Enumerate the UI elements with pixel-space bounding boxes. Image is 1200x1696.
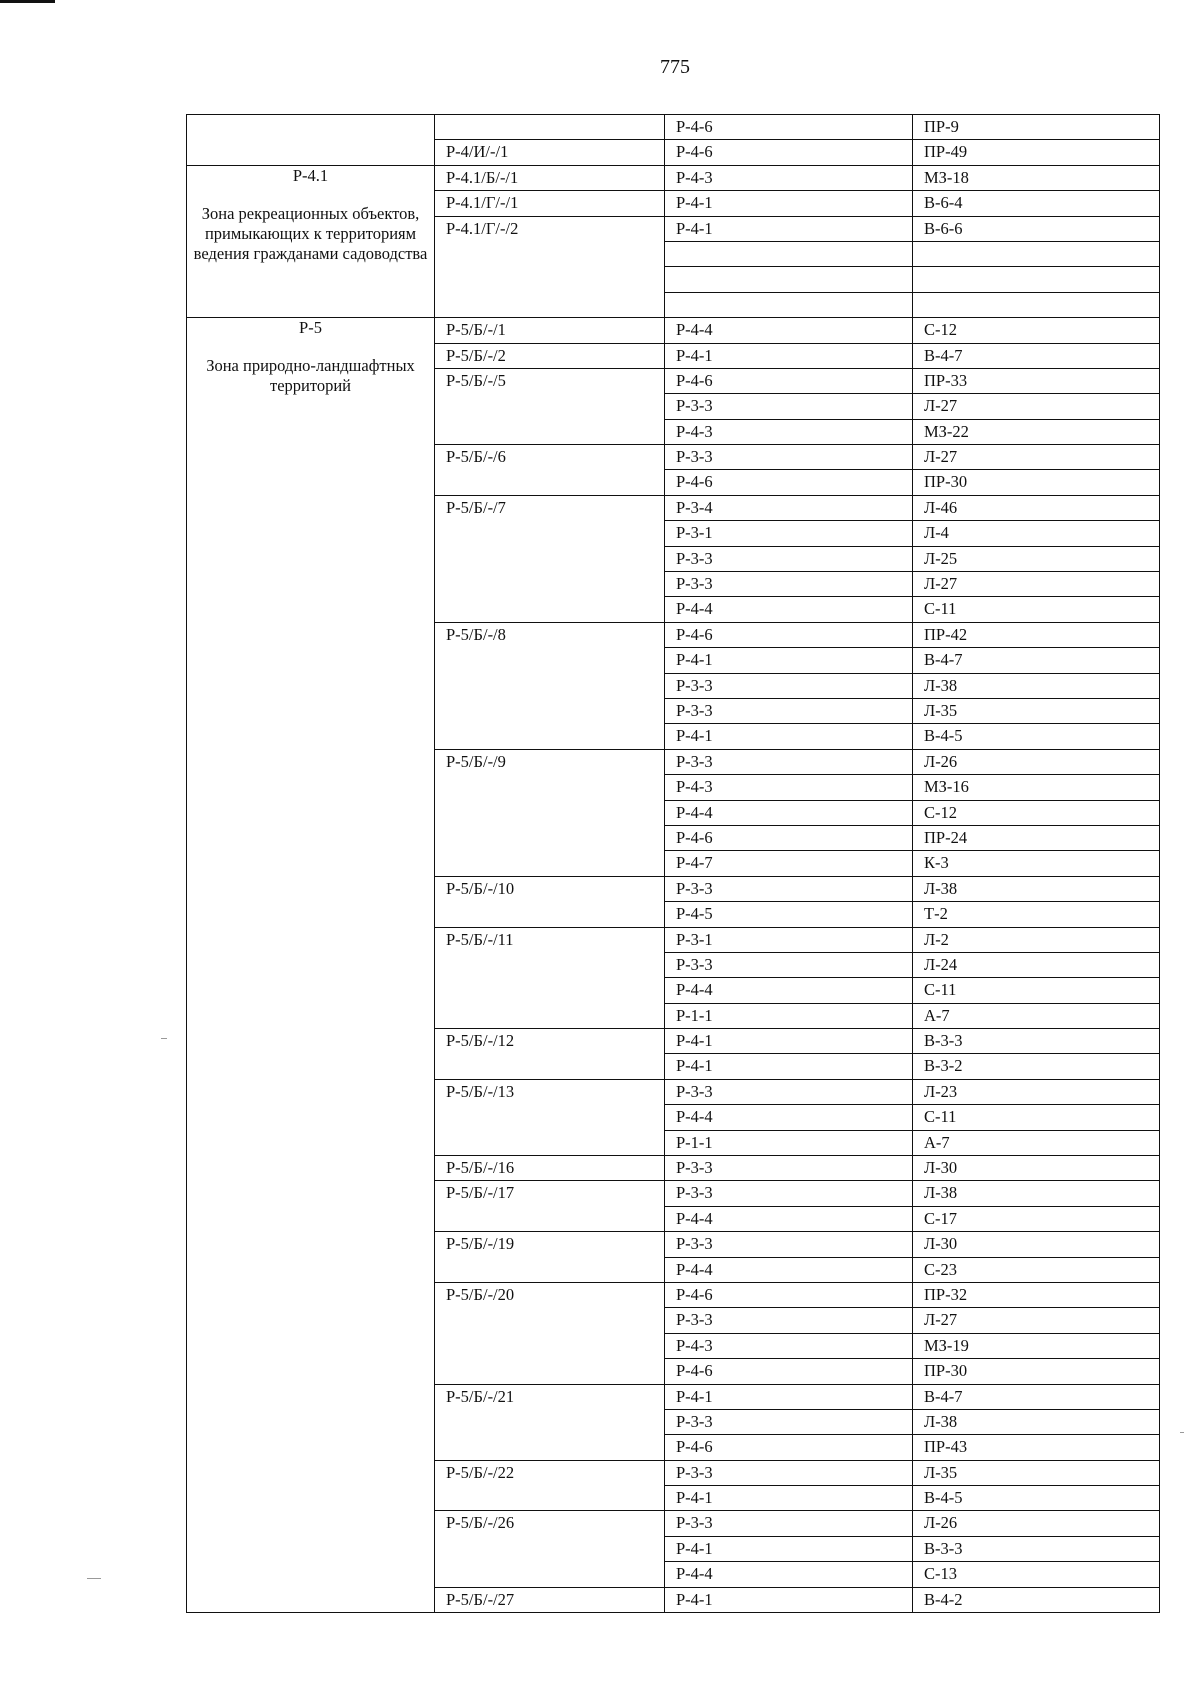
- regulation-code-cell: [665, 267, 913, 292]
- regulation-code-cell: Р-1-1: [665, 1130, 913, 1155]
- regulation-code-cell: Р-4-1: [665, 1054, 913, 1079]
- regulation-code-cell: Р-4-1: [665, 1384, 913, 1409]
- regulation-code-cell: Р-4-6: [665, 622, 913, 647]
- regulation-code-cell: Р-3-3: [665, 1409, 913, 1434]
- object-code-cell: В-4-5: [913, 724, 1160, 749]
- object-code-cell: ПР-9: [913, 115, 1160, 140]
- object-code-cell: Л-4: [913, 521, 1160, 546]
- object-code-cell: С-12: [913, 318, 1160, 343]
- regulation-code-cell: Р-4-1: [665, 343, 913, 368]
- object-code-cell: Л-27: [913, 1308, 1160, 1333]
- regulation-code-cell: Р-3-1: [665, 521, 913, 546]
- regulation-code-cell: Р-3-3: [665, 876, 913, 901]
- regulation-code-cell: Р-4-6: [665, 115, 913, 140]
- table-row: [187, 318, 1160, 343]
- regulation-code-cell: Р-4-6: [665, 1435, 913, 1460]
- regulation-code-cell: Р-4-1: [665, 1486, 913, 1511]
- subzone-code-cell: Р-5/Б/-/10: [435, 876, 665, 927]
- scan-speck: [161, 1038, 167, 1039]
- scan-speck: [87, 1578, 101, 1579]
- object-code-cell: ПР-49: [913, 140, 1160, 165]
- regulation-code-cell: Р-4-3: [665, 419, 913, 444]
- regulation-code-cell: Р-4-1: [665, 724, 913, 749]
- object-code-cell: В-3-3: [913, 1536, 1160, 1561]
- object-code-cell: Л-30: [913, 1156, 1160, 1181]
- object-code-cell: МЗ-22: [913, 419, 1160, 444]
- object-code-cell: С-11: [913, 597, 1160, 622]
- regulation-code-cell: Р-3-3: [665, 698, 913, 723]
- object-code-cell: С-11: [913, 978, 1160, 1003]
- regulation-code-cell: [665, 241, 913, 266]
- subzone-code-cell: Р-5/Б/-/8: [435, 622, 665, 749]
- regulation-code-cell: Р-4-4: [665, 800, 913, 825]
- regulation-code-cell: Р-4-6: [665, 1359, 913, 1384]
- object-code-cell: К-3: [913, 851, 1160, 876]
- object-code-cell: Л-23: [913, 1079, 1160, 1104]
- object-code-cell: С-23: [913, 1257, 1160, 1282]
- regulation-code-cell: Р-3-3: [665, 394, 913, 419]
- page-number: 775: [660, 56, 690, 78]
- object-code-cell: Л-30: [913, 1232, 1160, 1257]
- regulation-code-cell: Р-3-3: [665, 749, 913, 774]
- table-row: [187, 165, 1160, 190]
- object-code-cell: ПР-33: [913, 368, 1160, 393]
- object-code-cell: Л-38: [913, 1409, 1160, 1434]
- subzone-code-cell: Р-5/Б/-/26: [435, 1511, 665, 1587]
- object-code-cell: В-4-7: [913, 1384, 1160, 1409]
- regulation-code-cell: Р-4-1: [665, 1587, 913, 1612]
- object-code-cell: ПР-30: [913, 1359, 1160, 1384]
- zone-description: Зона природно-ландшафтных территорий: [206, 356, 415, 396]
- object-code-cell: ПР-32: [913, 1282, 1160, 1307]
- object-code-cell: Л-35: [913, 1460, 1160, 1485]
- regulation-code-cell: Р-3-3: [665, 1079, 913, 1104]
- object-code-cell: С-17: [913, 1206, 1160, 1231]
- zoning-table: [186, 114, 1160, 1613]
- object-code-cell: Л-38: [913, 1181, 1160, 1206]
- object-code-cell: Т-2: [913, 902, 1160, 927]
- object-code-cell: С-11: [913, 1105, 1160, 1130]
- regulation-code-cell: Р-4-1: [665, 648, 913, 673]
- subzone-code-cell: Р-5/Б/-/6: [435, 445, 665, 496]
- subzone-code-cell: Р-4/И/-/1: [435, 140, 665, 165]
- regulation-code-cell: Р-4-1: [665, 191, 913, 216]
- regulation-code-cell: Р-3-3: [665, 673, 913, 698]
- regulation-code-cell: Р-3-3: [665, 1156, 913, 1181]
- regulation-code-cell: Р-4-1: [665, 1029, 913, 1054]
- object-code-cell: [913, 267, 1160, 292]
- subzone-code-cell: Р-4.1/Г/-/2: [435, 216, 665, 318]
- object-code-cell: ПР-43: [913, 1435, 1160, 1460]
- regulation-code-cell: Р-4-1: [665, 216, 913, 241]
- regulation-code-cell: Р-4-7: [665, 851, 913, 876]
- regulation-code-cell: Р-4-4: [665, 597, 913, 622]
- subzone-code-cell: Р-4.1/Г/-/1: [435, 191, 665, 216]
- regulation-code-cell: Р-4-3: [665, 165, 913, 190]
- regulation-code-cell: Р-3-3: [665, 1460, 913, 1485]
- subzone-code-cell: Р-5/Б/-/9: [435, 749, 665, 876]
- object-code-cell: А-7: [913, 1130, 1160, 1155]
- object-code-cell: В-4-7: [913, 648, 1160, 673]
- regulation-code-cell: Р-4-4: [665, 978, 913, 1003]
- table-row: [187, 115, 1160, 140]
- regulation-code-cell: Р-4-6: [665, 140, 913, 165]
- zoning-table-body: [187, 115, 1160, 1613]
- object-code-cell: МЗ-18: [913, 165, 1160, 190]
- object-code-cell: ПР-42: [913, 622, 1160, 647]
- regulation-code-cell: Р-4-5: [665, 902, 913, 927]
- subzone-code-cell: Р-5/Б/-/2: [435, 343, 665, 368]
- zone-code: Р-5: [299, 318, 322, 338]
- regulation-code-cell: Р-3-3: [665, 952, 913, 977]
- zone-cell: [187, 165, 435, 317]
- regulation-code-cell: Р-4-3: [665, 775, 913, 800]
- object-code-cell: Л-24: [913, 952, 1160, 977]
- object-code-cell: ПР-30: [913, 470, 1160, 495]
- zone-description: Зона рекреационных объектов, примыкающих к территориям ведения гражданами садоводства: [193, 203, 428, 263]
- object-code-cell: В-4-2: [913, 1587, 1160, 1612]
- regulation-code-cell: Р-4-4: [665, 1257, 913, 1282]
- regulation-code-cell: Р-3-3: [665, 546, 913, 571]
- regulation-code-cell: Р-4-4: [665, 1105, 913, 1130]
- object-code-cell: Л-27: [913, 445, 1160, 470]
- object-code-cell: В-6-6: [913, 216, 1160, 241]
- object-code-cell: Л-27: [913, 394, 1160, 419]
- regulation-code-cell: Р-4-6: [665, 368, 913, 393]
- object-code-cell: Л-38: [913, 876, 1160, 901]
- object-code-cell: Л-46: [913, 495, 1160, 520]
- regulation-code-cell: Р-3-3: [665, 1511, 913, 1536]
- subzone-code-cell: Р-5/Б/-/7: [435, 495, 665, 622]
- regulation-code-cell: Р-1-1: [665, 1003, 913, 1028]
- object-code-cell: В-6-4: [913, 191, 1160, 216]
- object-code-cell: В-3-2: [913, 1054, 1160, 1079]
- subzone-code-cell: Р-5/Б/-/20: [435, 1282, 665, 1384]
- regulation-code-cell: Р-4-6: [665, 825, 913, 850]
- regulation-code-cell: Р-4-6: [665, 1282, 913, 1307]
- subzone-code-cell: Р-5/Б/-/22: [435, 1460, 665, 1511]
- scan-speck: [1180, 1432, 1184, 1433]
- subzone-code-cell: Р-5/Б/-/5: [435, 368, 665, 444]
- subzone-code-cell: Р-5/Б/-/17: [435, 1181, 665, 1232]
- object-code-cell: Л-27: [913, 572, 1160, 597]
- subzone-code-cell: [435, 115, 665, 140]
- subzone-code-cell: Р-5/Б/-/19: [435, 1232, 665, 1283]
- regulation-code-cell: Р-3-3: [665, 572, 913, 597]
- regulation-code-cell: Р-3-3: [665, 445, 913, 470]
- object-code-cell: В-4-7: [913, 343, 1160, 368]
- zone-cell: [187, 115, 435, 166]
- regulation-code-cell: Р-3-3: [665, 1232, 913, 1257]
- subzone-code-cell: Р-5/Б/-/1: [435, 318, 665, 343]
- scan-corner-mark: [0, 0, 55, 3]
- object-code-cell: А-7: [913, 1003, 1160, 1028]
- object-code-cell: [913, 292, 1160, 317]
- regulation-code-cell: Р-4-4: [665, 318, 913, 343]
- regulation-code-cell: Р-4-4: [665, 1206, 913, 1231]
- regulation-code-cell: Р-3-3: [665, 1181, 913, 1206]
- regulation-code-cell: Р-4-4: [665, 1562, 913, 1587]
- object-code-cell: Л-38: [913, 673, 1160, 698]
- regulation-code-cell: Р-3-3: [665, 1308, 913, 1333]
- object-code-cell: В-4-5: [913, 1486, 1160, 1511]
- object-code-cell: Л-25: [913, 546, 1160, 571]
- object-code-cell: С-13: [913, 1562, 1160, 1587]
- regulation-code-cell: Р-4-3: [665, 1333, 913, 1358]
- object-code-cell: Л-2: [913, 927, 1160, 952]
- regulation-code-cell: Р-4-1: [665, 1536, 913, 1561]
- subzone-code-cell: Р-5/Б/-/27: [435, 1587, 665, 1612]
- zone-code: Р-4.1: [292, 165, 329, 185]
- regulation-code-cell: Р-4-6: [665, 470, 913, 495]
- regulation-code-cell: Р-3-1: [665, 927, 913, 952]
- object-code-cell: Л-26: [913, 749, 1160, 774]
- object-code-cell: Л-26: [913, 1511, 1160, 1536]
- object-code-cell: В-3-3: [913, 1029, 1160, 1054]
- subzone-code-cell: Р-4.1/Б/-/1: [435, 165, 665, 190]
- object-code-cell: С-12: [913, 800, 1160, 825]
- zone-cell: [187, 318, 435, 1613]
- subzone-code-cell: Р-5/Б/-/16: [435, 1156, 665, 1181]
- subzone-code-cell: Р-5/Б/-/12: [435, 1029, 665, 1080]
- regulation-code-cell: [665, 292, 913, 317]
- object-code-cell: МЗ-19: [913, 1333, 1160, 1358]
- object-code-cell: [913, 241, 1160, 266]
- object-code-cell: МЗ-16: [913, 775, 1160, 800]
- object-code-cell: Л-35: [913, 698, 1160, 723]
- subzone-code-cell: Р-5/Б/-/11: [435, 927, 665, 1029]
- subzone-code-cell: Р-5/Б/-/13: [435, 1079, 665, 1155]
- subzone-code-cell: Р-5/Б/-/21: [435, 1384, 665, 1460]
- object-code-cell: ПР-24: [913, 825, 1160, 850]
- regulation-code-cell: Р-3-4: [665, 495, 913, 520]
